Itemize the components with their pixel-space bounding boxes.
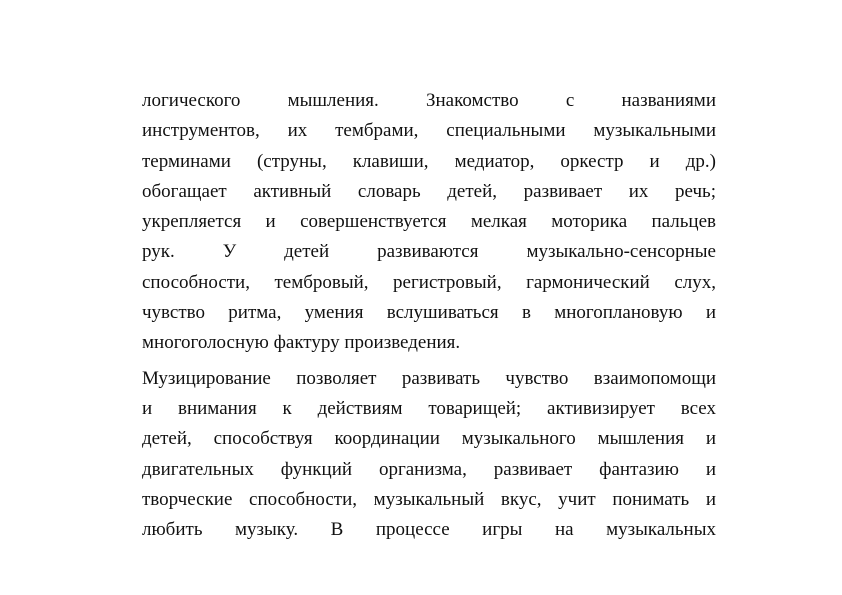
- text-line: чувство ритма, умения вслушиваться в многоплановую и: [142, 302, 716, 324]
- text-line: инструментов, их тембрами, специальными музыкальными: [142, 120, 716, 142]
- text-line-last: многоголосную фактуру произведения.: [142, 332, 461, 354]
- paragraph-2: [142, 364, 716, 546]
- text-line: и внимания к действиям товарищей; активизирует всех: [142, 397, 716, 419]
- text-line: терминами (струны, клавиши, медиатор, оркестр и др.): [142, 150, 716, 172]
- text-line: способности, тембровый, регистровый, гармонический слух,: [142, 271, 716, 293]
- text-line: двигательных функций организма, развивает фантазию и: [142, 458, 716, 480]
- text-line: обогащает активный словарь детей, развивает их речь;: [142, 180, 716, 202]
- text-line: логического мышления. Знакомство с названиями: [142, 90, 716, 111]
- text-line: укрепляется и совершенствуется мелкая моторика пальцев: [142, 211, 716, 233]
- text-line: творческие способности, музыкальный вкус, учит понимать и: [142, 488, 716, 510]
- text-line: детей, способствуя координации музыкального мышления и: [142, 428, 716, 450]
- body-text: [142, 86, 716, 545]
- text-line: рук. У детей развиваются музыкально-сенсорные: [142, 241, 716, 263]
- paragraph-1: [142, 86, 716, 359]
- text-line: Музицирование позволяет развивать чувство взаимопомощи: [142, 367, 716, 389]
- text-line: любить музыку. В процессе игры на музыкальных: [142, 519, 716, 541]
